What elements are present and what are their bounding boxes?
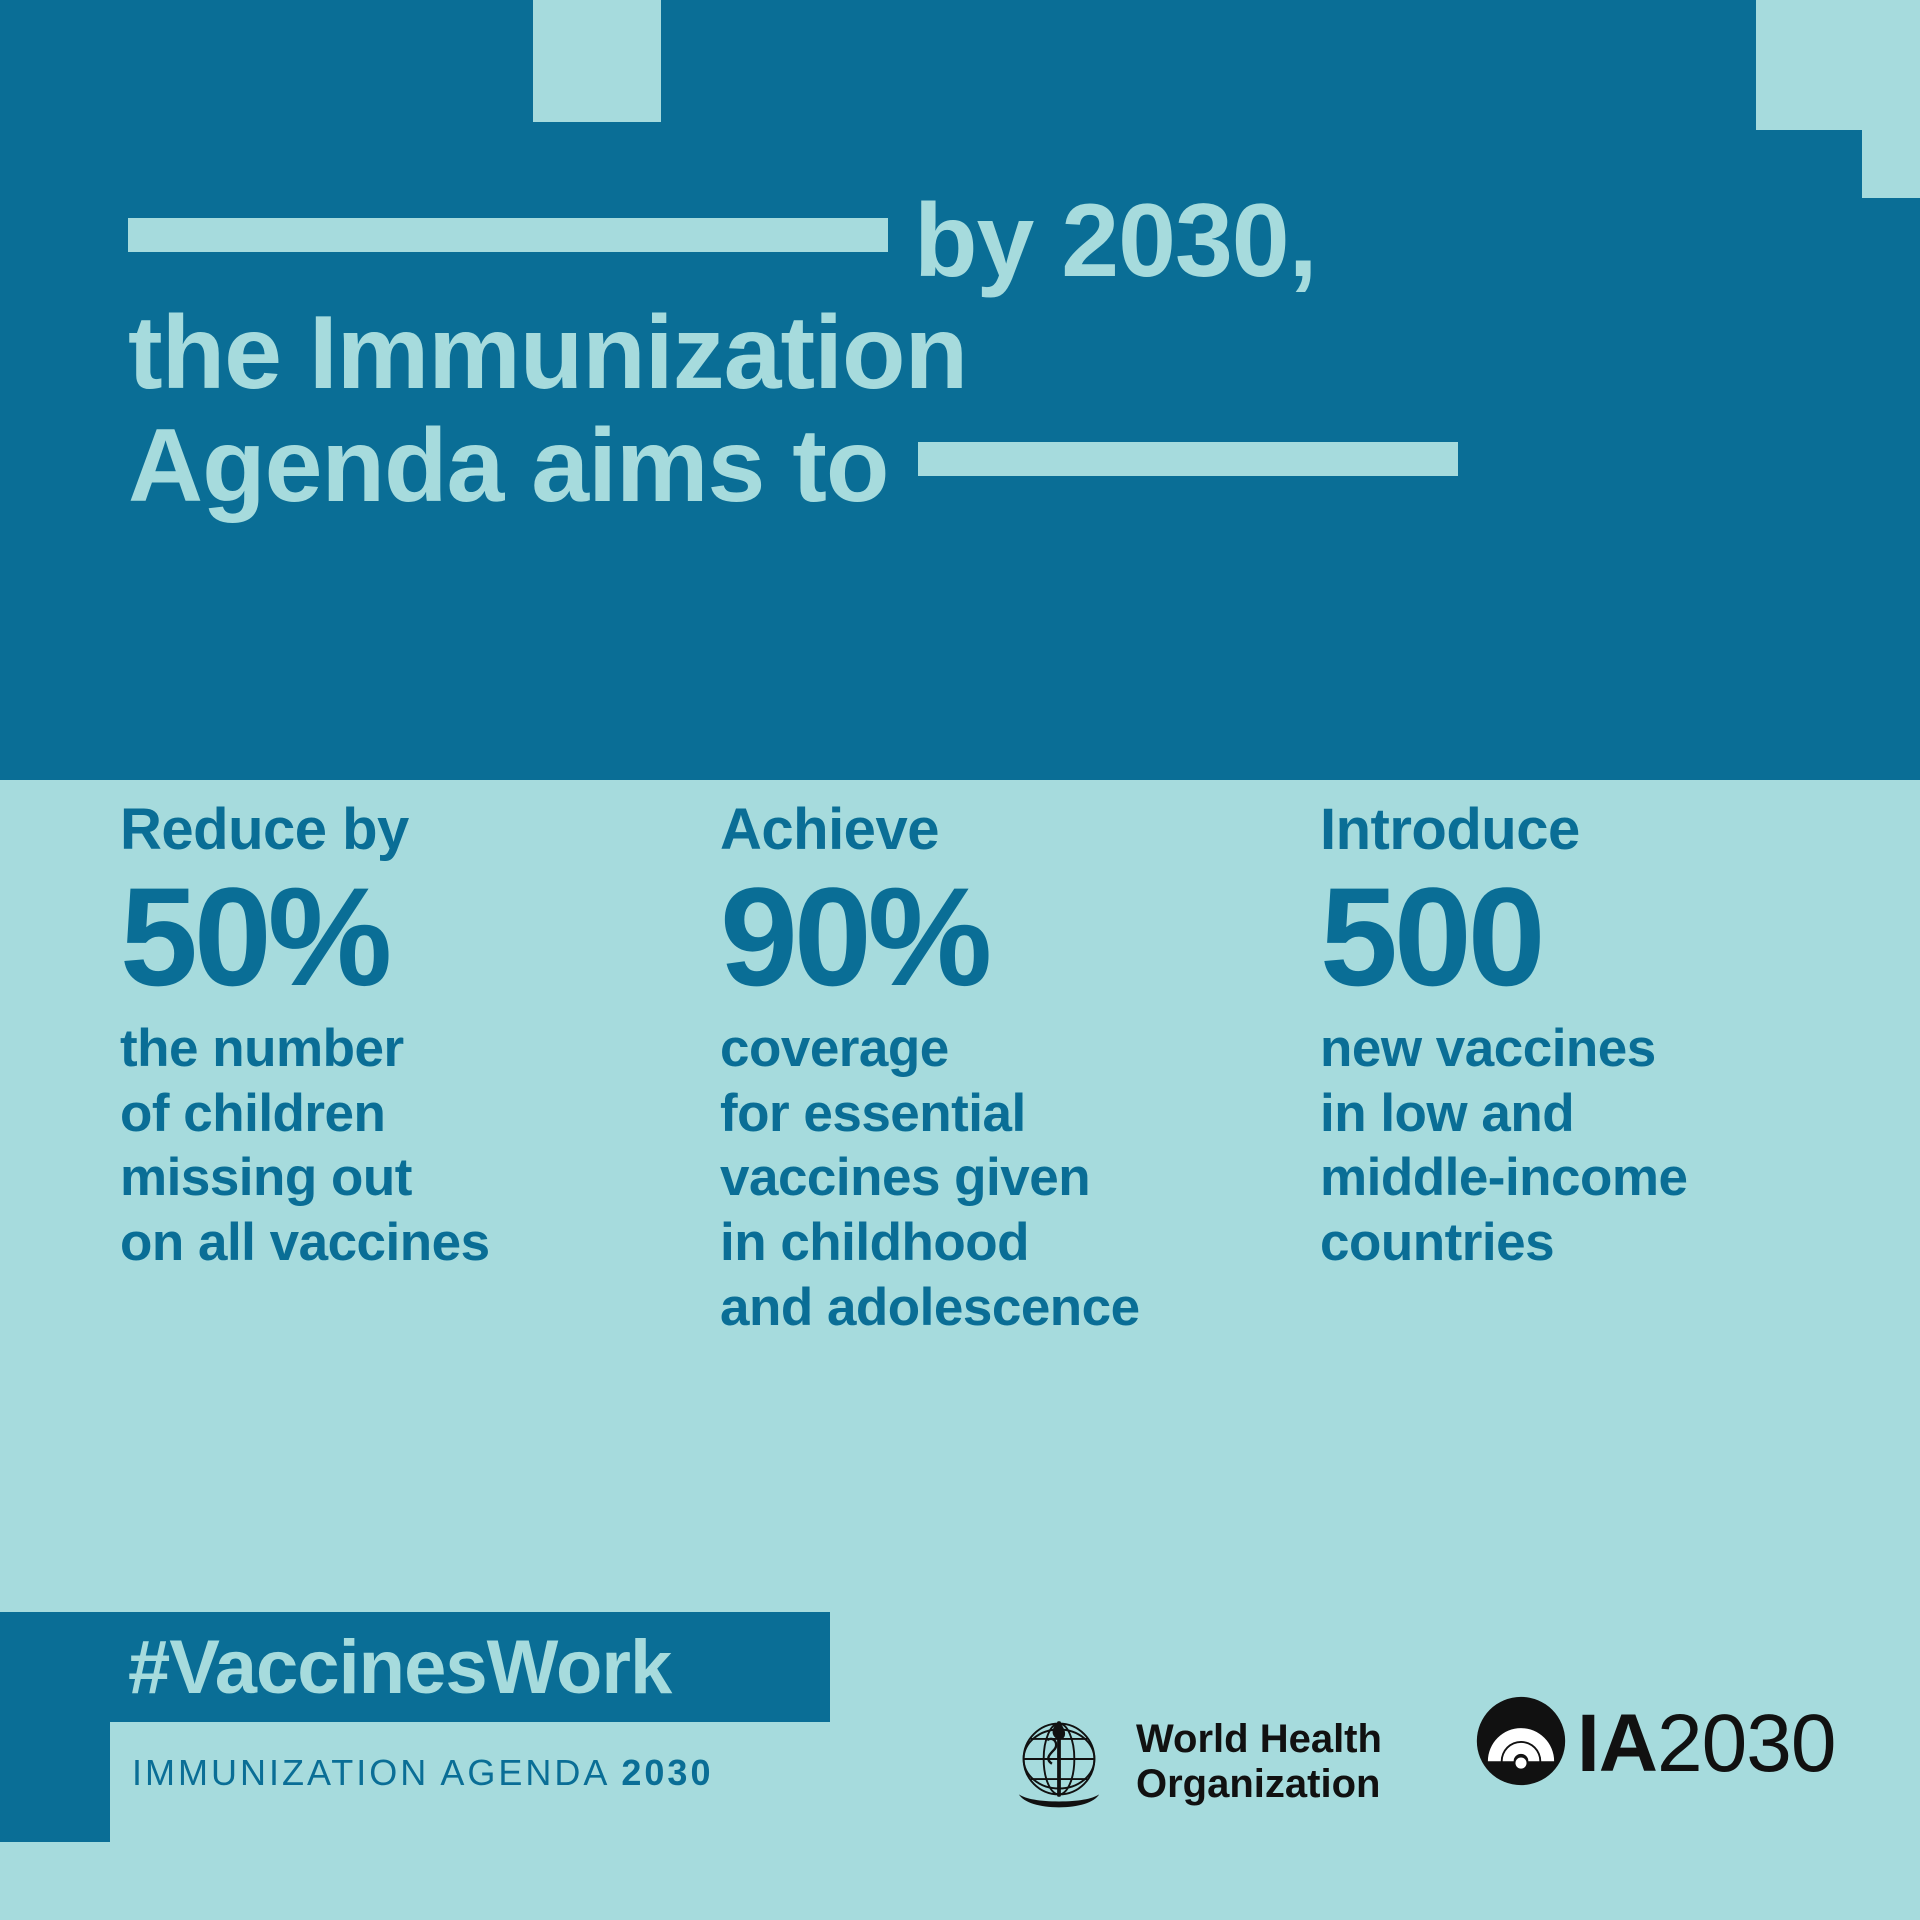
who-wordmark bbox=[1136, 1717, 1382, 1807]
stat-value: 500 bbox=[1320, 857, 1542, 1015]
stat-description-line: vaccines given bbox=[720, 1148, 1091, 1208]
headline bbox=[128, 185, 1828, 522]
headline-line-3 bbox=[128, 407, 1828, 524]
ia2030-wordmark bbox=[1577, 1697, 1836, 1789]
header-notch-top bbox=[533, 0, 661, 122]
stat-description-line: middle-income bbox=[1320, 1148, 1688, 1208]
ia2030-mark: IA bbox=[1577, 1697, 1657, 1789]
hashtag-band-tail bbox=[0, 1722, 110, 1842]
headline-line-1 bbox=[128, 185, 1828, 297]
stat-description-line: in childhood bbox=[720, 1212, 1029, 1272]
stat-lead: Achieve bbox=[720, 797, 939, 862]
who-line-1: World Health bbox=[1136, 1716, 1382, 1761]
headline-line-3-text: Agenda aims to bbox=[128, 407, 889, 524]
stat-description-line: for essential bbox=[720, 1083, 1026, 1143]
ia2030-target-icon bbox=[1475, 1695, 1567, 1792]
stat-description-line: of children bbox=[120, 1083, 386, 1143]
stat-block-introduce bbox=[1320, 797, 1920, 1340]
stat-description-line: the number bbox=[120, 1018, 404, 1078]
stat-description-line: in low and bbox=[1320, 1083, 1575, 1143]
campaign-subtitle bbox=[132, 1752, 713, 1794]
headline-rule-right bbox=[918, 442, 1458, 476]
who-line-2: Organization bbox=[1136, 1761, 1381, 1806]
stat-description-line: and adolescence bbox=[720, 1277, 1140, 1337]
header-notch-right-lower bbox=[1862, 130, 1920, 198]
stat-description bbox=[1320, 1017, 1920, 1276]
who-emblem-icon bbox=[1000, 1700, 1118, 1823]
hashtag-label: #VaccinesWork bbox=[128, 1625, 672, 1710]
stat-description-line: coverage bbox=[720, 1018, 949, 1078]
campaign-subtitle-text: IMMUNIZATION AGENDA bbox=[132, 1752, 622, 1793]
stat-lead: Introduce bbox=[1320, 797, 1580, 862]
stat-description bbox=[120, 1017, 720, 1276]
who-logo bbox=[1000, 1700, 1382, 1823]
stat-lead: Reduce by bbox=[120, 797, 409, 862]
headline-rule-left bbox=[128, 218, 888, 252]
stat-block-achieve bbox=[720, 797, 1320, 1340]
header-notch-right-upper bbox=[1756, 0, 1920, 130]
stat-description-line: missing out bbox=[120, 1148, 412, 1208]
stat-value: 90% bbox=[720, 857, 989, 1015]
ia2030-logo bbox=[1475, 1695, 1835, 1792]
ia2030-year: 2030 bbox=[1657, 1697, 1836, 1789]
campaign-subtitle-year: 2030 bbox=[621, 1752, 714, 1793]
headline-line-1-text: by 2030, bbox=[914, 183, 1317, 299]
header-band bbox=[0, 0, 1920, 780]
stats-row bbox=[0, 797, 1920, 1340]
stat-block-reduce bbox=[120, 797, 720, 1340]
stat-description-line: countries bbox=[1320, 1212, 1555, 1272]
headline-line-2: the Immunization bbox=[128, 295, 968, 412]
stat-description bbox=[720, 1017, 1320, 1340]
stat-value: 50% bbox=[120, 857, 389, 1015]
stat-description-line: on all vaccines bbox=[120, 1212, 490, 1272]
stat-description-line: new vaccines bbox=[1320, 1018, 1656, 1078]
